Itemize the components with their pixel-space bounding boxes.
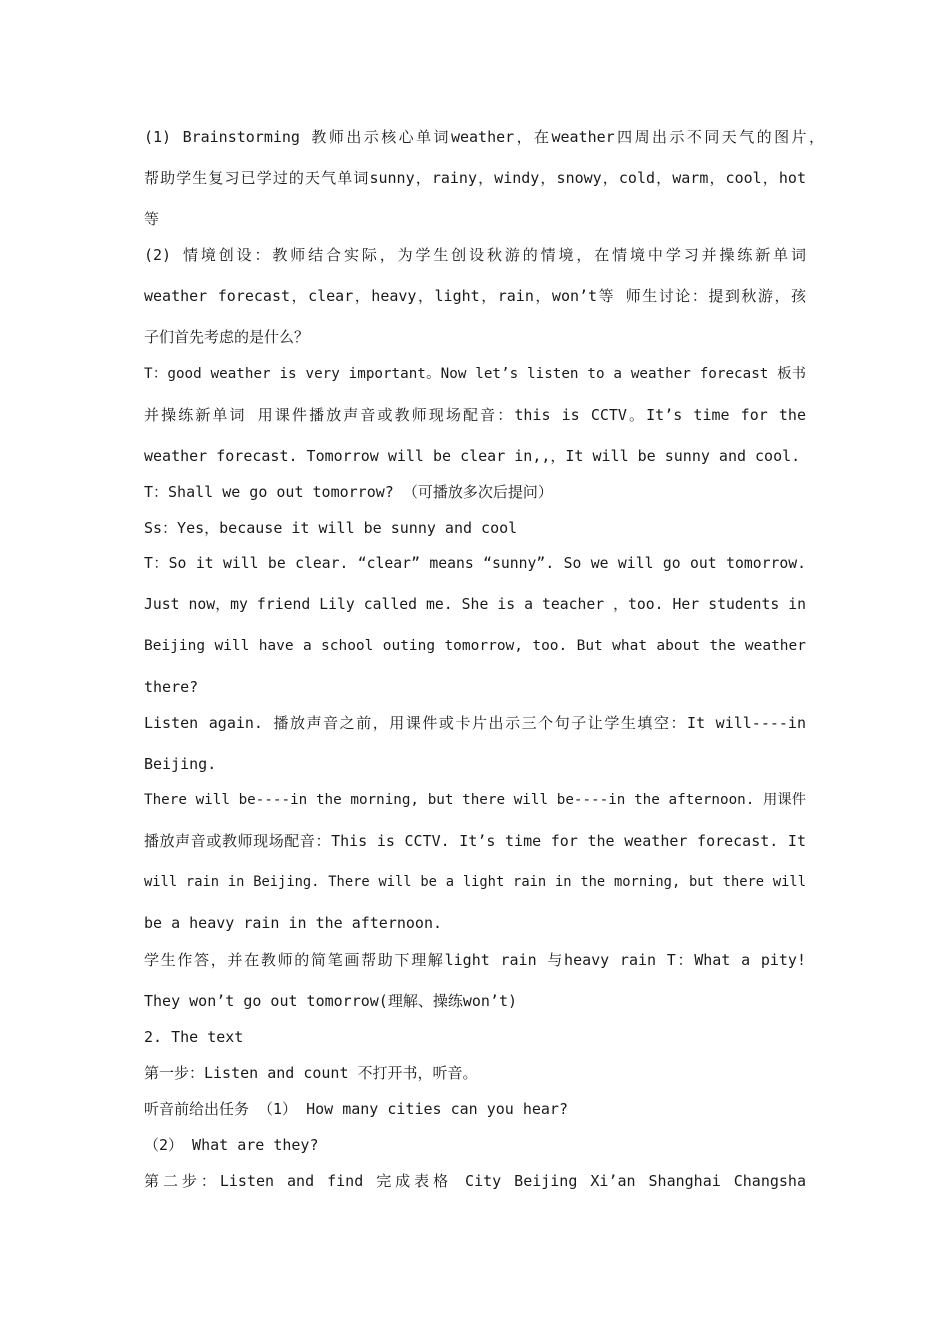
text-line: They won’t go out tomorrow(理解、操练won’t)	[144, 992, 518, 1010]
text-line: 第一步：Listen and count 不打开书，听音。	[144, 1064, 478, 1082]
text-line: （2） What are they?	[144, 1136, 319, 1154]
text-line: Beijing will have a school outing tomorrow, too. But what about the weather	[144, 638, 806, 654]
text-line: There will be----in the morning, but there will be----in the afternoon. 用课件	[144, 792, 806, 808]
text-line: Just now，my friend Lily called me. She is a teacher ，too. Her students in	[144, 596, 806, 613]
text-line: weather forecast，clear，heavy，light，rain，won’t等 师生讨论：提到秋游，孩	[144, 287, 806, 305]
text-line: 播放声音或教师现场配音：This is CCTV. It’s time for the weather forecast. It	[144, 832, 806, 850]
text-line: will rain in Beijing. There will be a light rain in the morning, but there will	[144, 874, 806, 890]
text-line: 并操练新单词 用课件播放声音或教师现场配音：this is CCTV。It’s time for the	[144, 406, 806, 424]
text-line: T：So it will be clear. “clear” means “sunny”. So we will go out tomorrow.	[144, 555, 806, 572]
text-line: 帮助学生复习已学过的天气单词sunny，rainy，windy，snowy，cold，warm，cool，hot	[144, 169, 806, 187]
text-line: Beijing.	[144, 755, 217, 773]
text-line: 等	[144, 210, 160, 228]
text-line: (1) Brainstorming 教师出示核心单词weather，在weather四周出示不同天气的图片，	[144, 128, 824, 146]
text-line: 子们首先考虑的是什么？	[144, 328, 310, 346]
text-line: T：good weather is very important。Now let’s listen to a weather forecast 板书	[144, 366, 806, 382]
text-line: 听音前给出任务 （1） How many cities can you hear?	[144, 1100, 568, 1118]
text-line: Ss：Yes，because it will be sunny and cool	[144, 519, 518, 537]
text-line: 第二步：Listen and find 完成表格 City Beijing Xi’an Shanghai Changsha	[144, 1172, 806, 1190]
text-line: weather forecast. Tomorrow will be clear in,,，It will be sunny and cool.	[144, 447, 801, 465]
text-line: there?	[144, 678, 199, 696]
text-line: 2. The text	[144, 1028, 244, 1046]
text-line: 学生作答，并在教师的简笔画帮助下理解light rain 与heavy rain T：What a pity!	[144, 951, 806, 969]
text-line: be a heavy rain in the afternoon.	[144, 914, 443, 932]
text-line: Listen again. 播放声音之前，用课件或卡片出示三个句子让学生填空：It will----in	[144, 714, 806, 732]
text-line: T：Shall we go out tomorrow? （可播放多次后提问）	[144, 483, 553, 501]
text-line: (2) 情境创设：教师结合实际，为学生创设秋游的情境，在情境中学习并操练新单词	[144, 246, 806, 264]
